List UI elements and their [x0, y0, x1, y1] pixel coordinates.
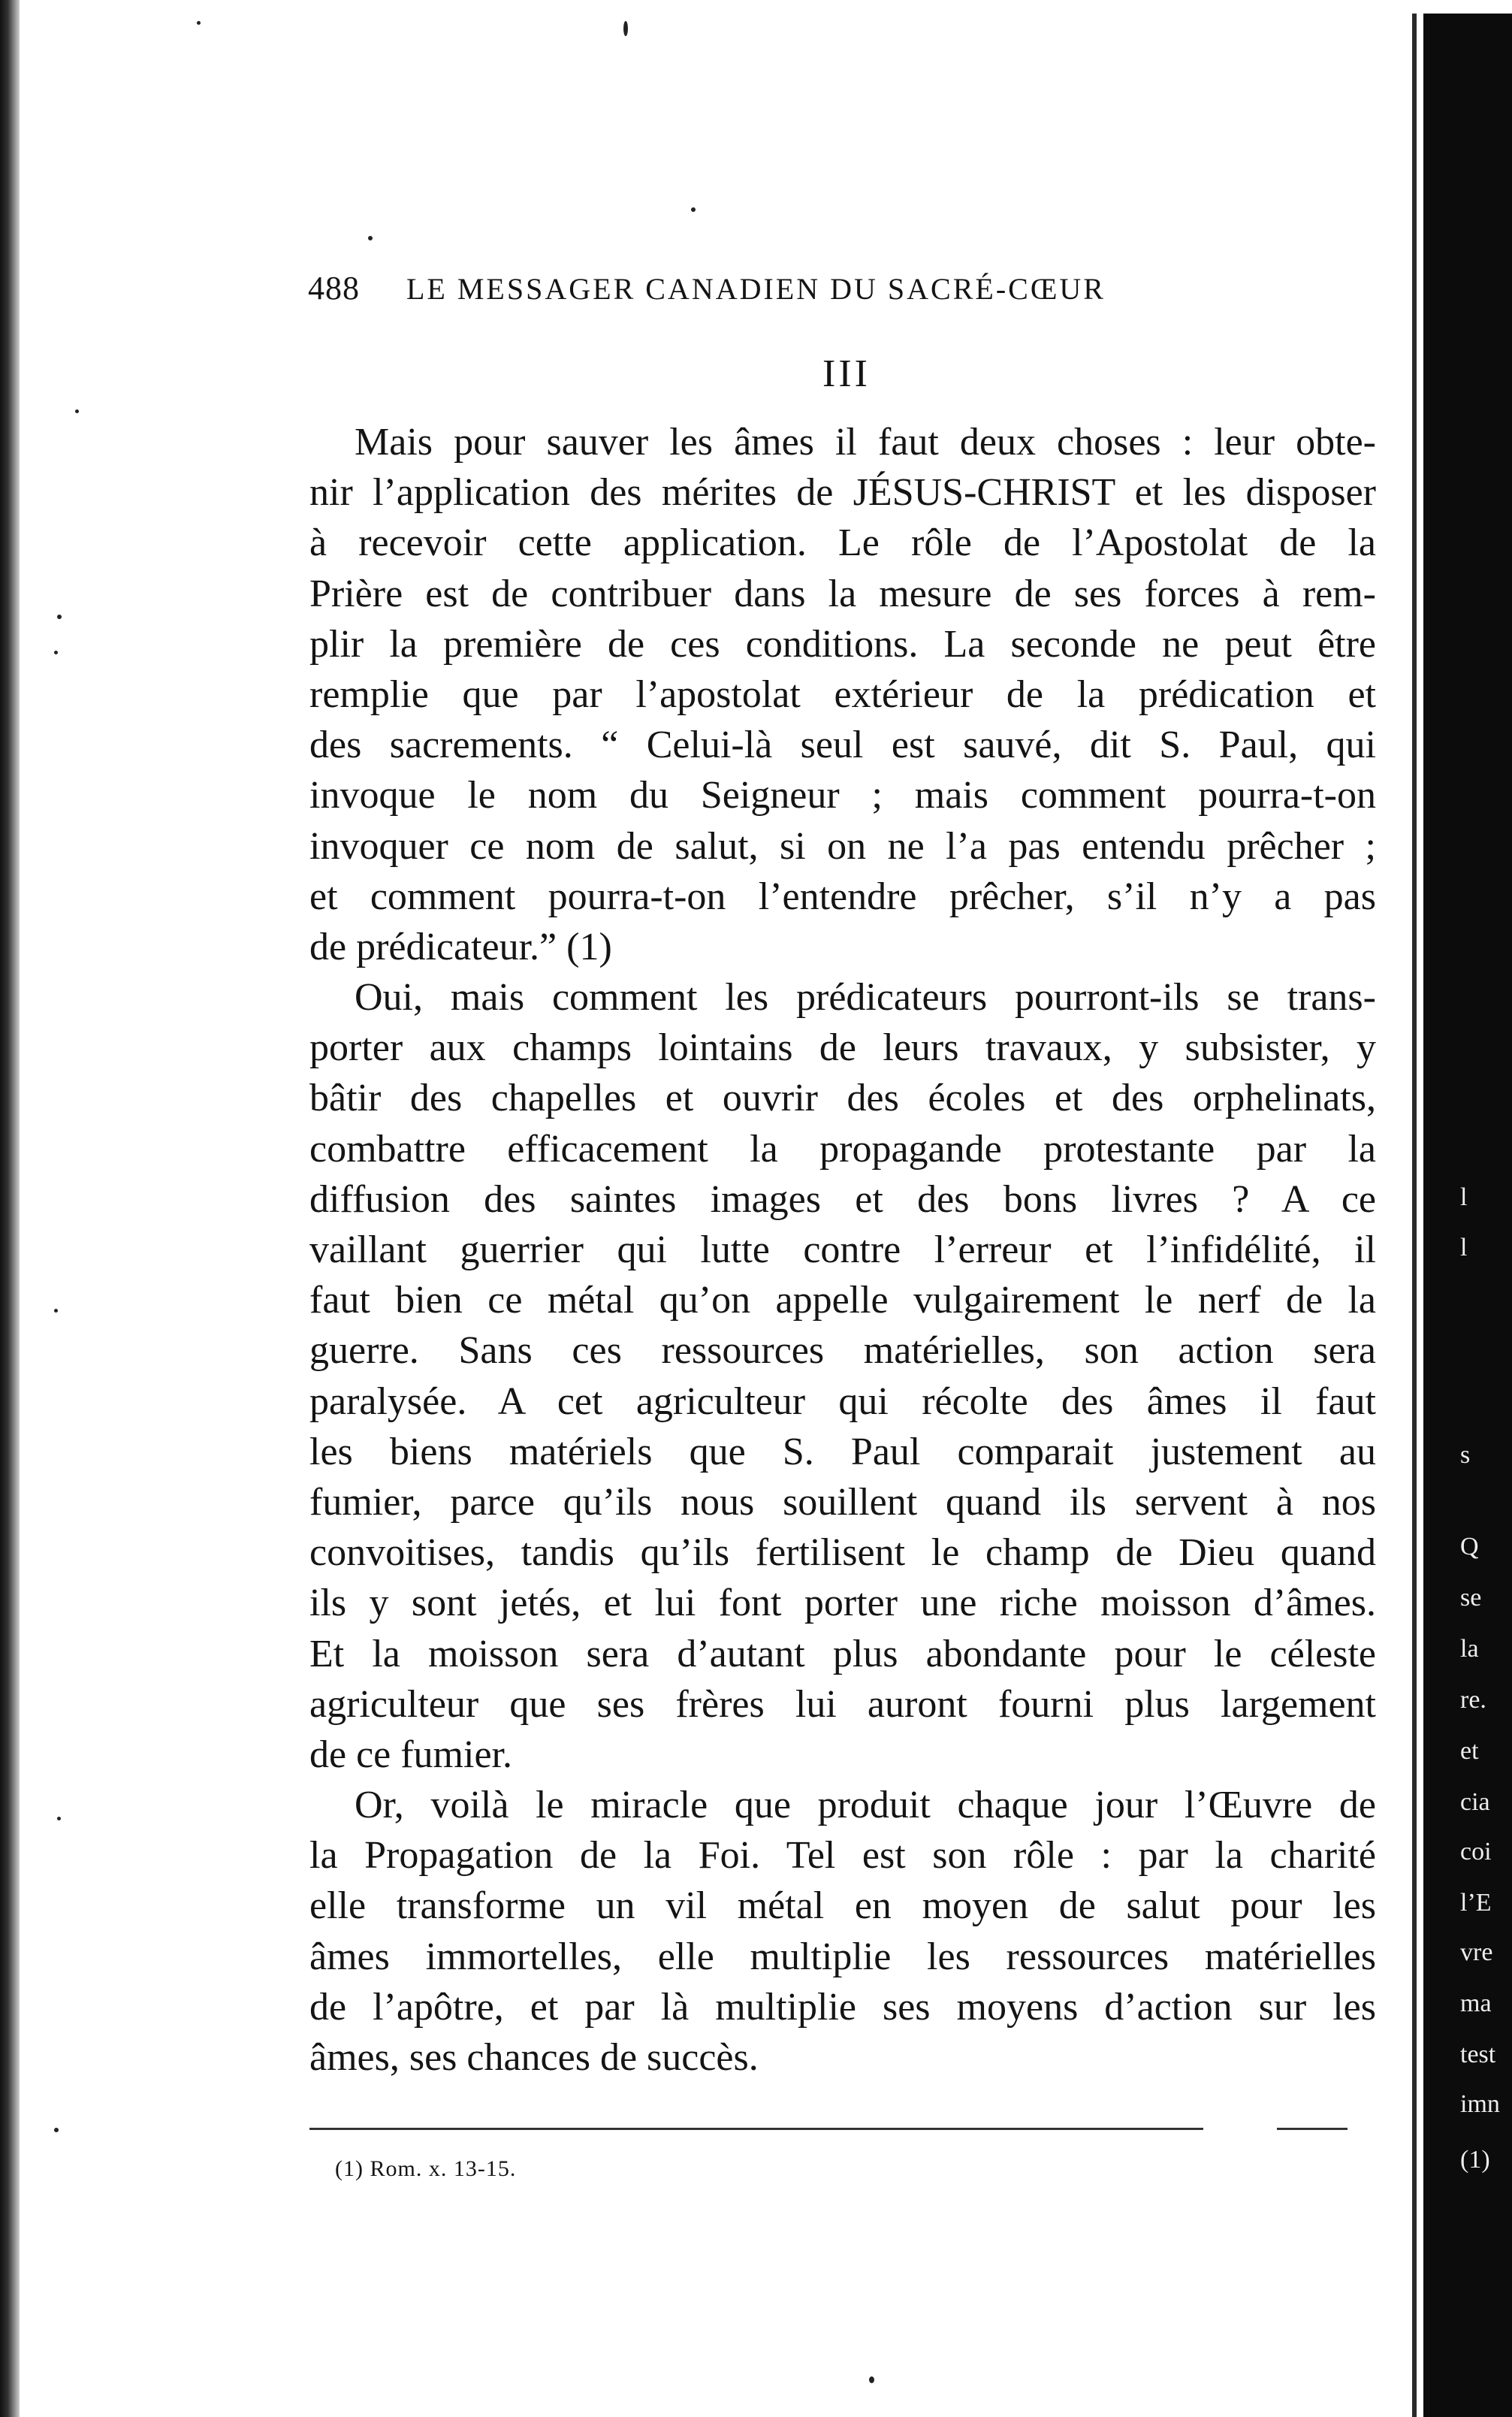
speck: [197, 21, 201, 25]
text-line: de ce fumier.: [309, 1733, 512, 1776]
paragraph-2: [309, 972, 1376, 1780]
text-line: à recevoir cette application. Le rôle de l’Apostolat de la: [309, 521, 1376, 565]
speck: [368, 236, 373, 240]
footnote-rule-end: [1277, 2128, 1348, 2130]
right-binding-line: [1412, 14, 1417, 2417]
text-line: guerre. Sans ces ressources matérielles, son action sera: [309, 1329, 1376, 1373]
text-line: faut bien ce métal qu’on appelle vulgairement le nerf de la: [309, 1279, 1376, 1322]
text-line: convoitises, tandis qu’ils fertilisent le champ de Dieu quand: [309, 1531, 1376, 1575]
footnote: (1) Rom. x. 13-15.: [335, 2156, 517, 2181]
facing-page-fragment: Q: [1460, 1533, 1479, 1560]
footnote-rule: [309, 2128, 1203, 2130]
speck: [54, 651, 58, 654]
text-line: invoque le nom du Seigneur ; mais comment pourra-t-on: [309, 774, 1376, 817]
paragraph-1: [309, 417, 1376, 972]
speck: [54, 1309, 58, 1313]
text-line: plir la première de ces conditions. La seconde ne peut être: [309, 622, 1376, 666]
facing-page-fragment: re.: [1460, 1686, 1486, 1714]
text-line: nir l’application des mérites de JÉSUS-CHRIST et les disposer: [309, 471, 1376, 515]
facing-page-fragment: coi: [1460, 1838, 1492, 1866]
section-heading: III: [822, 352, 871, 395]
facing-page-fragment: l’E: [1460, 1889, 1492, 1917]
paragraph-3: [309, 1780, 1376, 2083]
text-line: elle transforme un vil métal en moyen de salut pour les: [309, 1884, 1376, 1928]
text-line: Et la moisson sera d’autant plus abondante pour le céleste: [309, 1632, 1376, 1675]
facing-page-fragment: ma: [1460, 1989, 1492, 2017]
text-line: agriculteur que ses frères lui auront fourni plus largement: [309, 1682, 1376, 1726]
facing-page-fragment: se: [1460, 1584, 1482, 1612]
text-line: diffusion des saintes images et des bons livres ? A ce: [309, 1177, 1376, 1221]
page-number: 488: [308, 270, 360, 307]
text-line: âmes immortelles, elle multiplie les ressources matérielles: [309, 1935, 1376, 1978]
text-line: porter aux champs lointains de leurs travaux, y subsister, y: [309, 1026, 1376, 1070]
facing-page-fragment: la: [1460, 1635, 1479, 1663]
facing-page-fragment: l: [1460, 1183, 1468, 1211]
text-line: la Propagation de la Foi. Tel est son rôle : par la charité: [309, 1834, 1376, 1878]
running-header: [308, 269, 1299, 314]
text-line: âmes, ses chances de succès.: [309, 2036, 759, 2079]
text-line: vaillant guerrier qui lutte contre l’erreur et l’infidélité, il: [309, 1228, 1376, 1271]
speck: [75, 409, 79, 413]
text-line: combattre efficacement la propagande protestante par la: [309, 1127, 1376, 1171]
speck: [54, 2128, 59, 2132]
text-line: Oui, mais comment les prédicateurs pourront-ils se trans-: [355, 976, 1376, 1020]
facing-page-fragment: l: [1460, 1234, 1468, 1261]
text-line: Mais pour sauver les âmes il faut deux choses : leur obte-: [355, 421, 1376, 464]
text-line: ils y sont jetés, et lui font porter une riche moisson d’âmes.: [309, 1582, 1376, 1625]
left-scan-edge: [0, 0, 20, 2417]
facing-page-fragment: s: [1460, 1441, 1471, 1469]
running-title: LE MESSAGER CANADIEN DU SACRÉ-CŒUR: [406, 272, 1106, 306]
text-line: invoquer ce nom de salut, si on ne l’a pas entendu prêcher ;: [309, 824, 1376, 868]
speck: [691, 207, 696, 212]
text-line: Or, voilà le miracle que produit chaque jour l’Œuvre de: [355, 1784, 1376, 1827]
speck: [57, 615, 62, 619]
facing-page-fragment: test: [1460, 2041, 1496, 2068]
text-line: de prédicateur.” (1): [309, 925, 612, 968]
speck: [57, 1817, 61, 1820]
facing-page-fragment: et: [1460, 1737, 1479, 1765]
facing-page-fragment: vre: [1460, 1938, 1493, 1966]
facing-page-fragment: imn: [1460, 2090, 1500, 2118]
text-line: des sacrements. “ Celui-là seul est sauvé, dit S. Paul, qui: [309, 724, 1376, 767]
speck: [869, 2376, 874, 2383]
facing-page-fragment: cia: [1460, 1788, 1490, 1816]
text-line: paralysée. A cet agriculteur qui récolte des âmes il faut: [309, 1379, 1376, 1423]
text-line: fumier, parce qu’ils nous souillent quand ils servent à nos: [309, 1480, 1376, 1524]
body-text: [309, 417, 1376, 2083]
speck: [623, 21, 628, 36]
text-line: bâtir des chapelles et ouvrir des écoles et des orphelinats,: [309, 1077, 1376, 1120]
facing-page-fragment: (1): [1460, 2146, 1490, 2174]
text-line: et comment pourra-t-on l’entendre prêcher, s’il n’y a pas: [309, 875, 1376, 918]
text-line: de l’apôtre, et par là multiplie ses moyens d’action sur les: [309, 1985, 1376, 2029]
text-line: remplie que par l’apostolat extérieur de la prédication et: [309, 672, 1376, 716]
text-line: les biens matériels que S. Paul comparait justement au: [309, 1430, 1376, 1473]
text-line: Prière est de contribuer dans la mesure de ses forces à rem-: [309, 572, 1376, 615]
